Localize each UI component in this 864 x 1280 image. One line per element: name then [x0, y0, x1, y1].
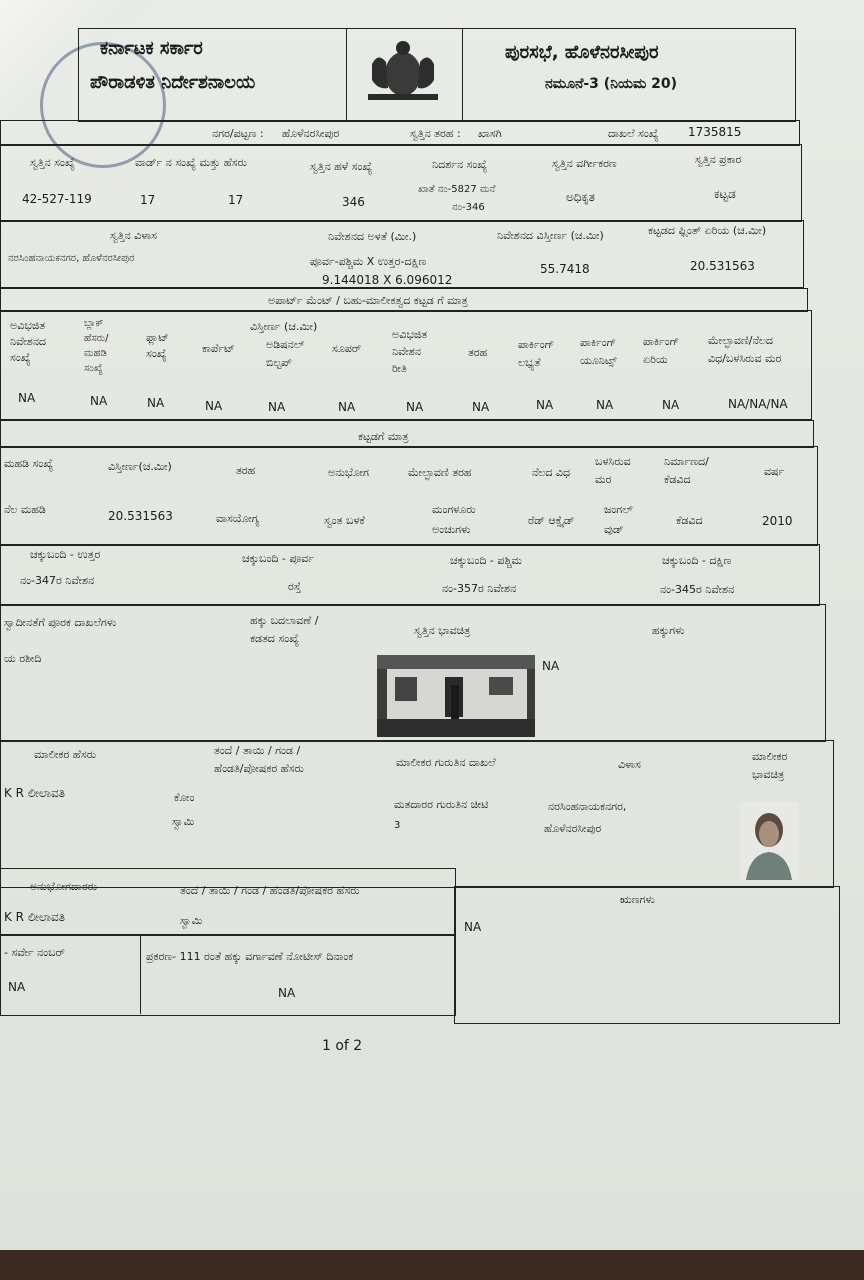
supporting-document: ಯ ರಶೀದಿ [4, 652, 42, 665]
page-indicator: 1 of 2 [322, 1038, 363, 1054]
site-area: 55.7418 [540, 262, 590, 276]
state-emblem-icon [358, 34, 448, 108]
boundary-west: ನಂ-357ರ ನಿವೇಶನ [442, 582, 517, 595]
ward-name: 17 [228, 193, 244, 207]
classification-value: ಅಧಿಕೃತ [566, 190, 595, 204]
old-number: 346 [342, 195, 365, 209]
construction-year: 2010 [762, 514, 793, 528]
floor-number: ನೆಲ ಮಹಡಿ [4, 503, 46, 516]
debts-value: NA [464, 920, 482, 934]
state-title: ಕರ್ನಾಟಕ ಸರ್ಕಾರ [100, 38, 203, 59]
municipality-title: ಪುರಸಭೆ, ಹೊಳೆನರಸೀಪುರ [505, 42, 659, 63]
notice-date: NA [278, 986, 296, 1000]
property-type-value: ಖಾಸಗಿ [478, 127, 502, 140]
owner-name: K R ಲೀಲಾವತಿ [4, 786, 66, 800]
department-title: ಪೌರಾಡಳಿತ ನಿರ್ದೇಶನಾಲಯ [90, 72, 256, 93]
property-address: ನರಸಿಂಹನಾಯಕನಗರ, ಹೊಳೆನರಸೀಪುರ [8, 253, 135, 264]
occupant-relation: ಸ್ವಾಮಿ [180, 914, 203, 927]
owner-relation-name: ಸ್ವಾಮಿ [172, 815, 195, 828]
record-number: 1735815 [688, 125, 742, 139]
occupant-name: K R ಲೀಲಾವತಿ [4, 910, 66, 924]
site-dimensions: 9.144018 X 6.096012 [322, 273, 453, 287]
boundary-south: ನಂ-345ರ ನಿವೇಶನ [660, 583, 735, 596]
survey-number: NA [8, 980, 26, 994]
boundary-north: ನಂ-347ರ ನಿವೇಶನ [20, 574, 95, 587]
property-kind-value: ಕಟ್ಟಡ [714, 187, 736, 201]
rights-value: NA [542, 659, 560, 673]
boundary-east: ರಸ್ತೆ [288, 580, 302, 593]
apartment-section-title: ಅಪಾರ್ಟ್ ಮೆಂಟ್ / ಬಹು-ಮಾಲೀಕತ್ವದ ಕಟ್ಟಡ ಗೆ ಮಾತ್ರ [268, 294, 468, 307]
town-value: ಹೊಳೆನರಸೀಪುರ [282, 127, 340, 140]
building-section-title: ಕಟ್ಟಡಗೆ ಮಾತ್ರ [358, 430, 409, 443]
form-number: ನಮೂನೆ-3 (ನಿಯಮ 20) [545, 76, 678, 92]
property-number: 42-527-119 [22, 192, 92, 206]
property-photo [377, 655, 535, 737]
background-surface [0, 1250, 864, 1280]
owner-photo [740, 802, 798, 880]
ward-number: 17 [140, 193, 156, 207]
floor-area: 20.531563 [108, 509, 173, 523]
plinth-area: 20.531563 [690, 259, 755, 273]
owner-id-value: 3 [394, 820, 401, 831]
